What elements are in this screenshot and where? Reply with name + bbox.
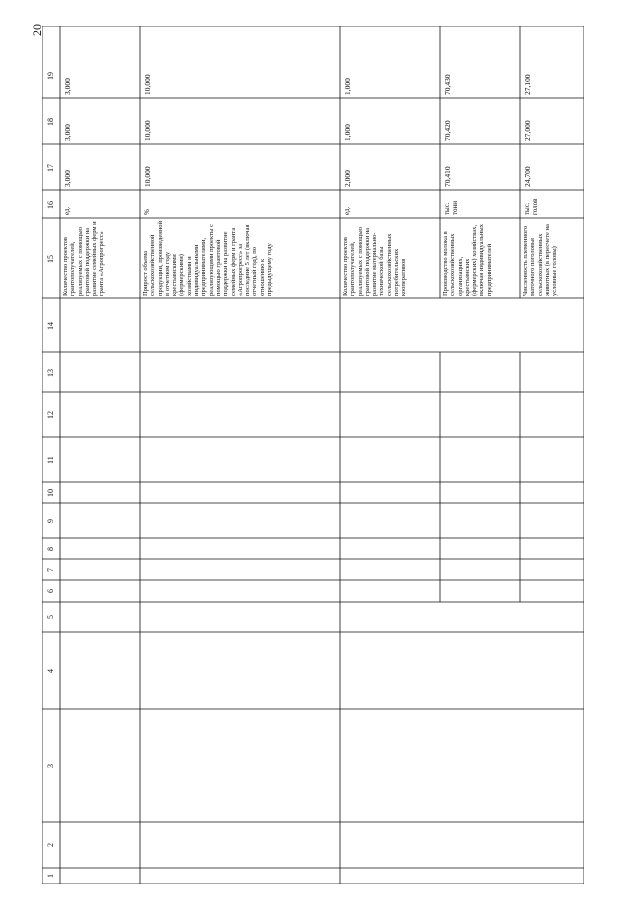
unit-of-measure: ед. [63,206,71,215]
value-19: 70,430 [443,74,452,95]
table-grid [42,26,584,884]
column-number: 17 [46,163,55,172]
column-number: 18 [46,117,55,126]
column-number: 16 [46,200,55,209]
column-number: 7 [46,567,55,572]
column-number: 15 [46,254,55,263]
indicators-table [42,26,584,884]
value-17: 2,000 [343,170,352,187]
value-19: 3,000 [63,78,72,95]
column-number: 13 [46,368,55,377]
indicator-name: Количество проектов грантополучателей, реализуемых с помощью грантовой поддержки на развитие материально-технической базы сельскохозяйственных потребительских кооперативов [342,226,408,296]
value-19: 10,000 [143,74,152,95]
value-18: 1,000 [343,124,352,141]
column-number: 14 [46,321,55,330]
value-17: 10,000 [143,166,152,187]
value-17: 24,700 [523,166,532,187]
column-number: 10 [46,489,55,498]
unit-of-measure: ед. [343,206,351,215]
column-number: 11 [46,456,55,465]
indicator-name: Прирост объема сельскохозяйственной продукции, произведенной в отчетном году крестьянскими (фермерскими) хозяйствами и индивидуальными предпринимателями, реализующими проекты с помощью грантовой поддержки на развитие семейных ферм и гранта «Агропрогресс» за последние 5 лет (включая отчетный год), по отношению к предыдущему году [142,221,274,296]
column-number: 1 [46,874,55,879]
indicator-name: Численность племенного маточного поголовья сельскохозяйственных животных (в пересчете на условные головы) [522,224,559,296]
value-18: 70,420 [443,120,452,141]
value-18: 3,000 [63,124,72,141]
value-18: 27,000 [523,120,532,141]
column-number: 5 [46,615,55,620]
value-17: 3,000 [63,170,72,187]
column-number: 2 [46,843,55,848]
column-number: 19 [46,71,55,80]
value-18: 10,000 [143,120,152,141]
column-number: 12 [46,411,55,420]
column-number: 4 [46,668,55,673]
column-number: 6 [46,589,55,594]
column-number: 8 [46,546,55,551]
unit-of-measure: тыс. тонн [443,201,459,215]
indicator-name: Количество проектов грантополучателей, реализуемых с помощью грантовой поддержки на развитие семейных ферм и гранта «Агропрогресс» [62,221,106,296]
unit-of-measure: тыс. голов [523,198,539,215]
indicator-name: Производство молока в сельскохозяйственных организациях, крестьянских (фермерских) хозяйствах, включая индивидуальных предпринимателей [442,224,493,296]
value-17: 70,410 [443,166,452,187]
column-number: 9 [46,518,55,523]
unit-of-measure: % [143,209,151,215]
column-number: 3 [46,763,55,768]
value-19: 1,000 [343,78,352,95]
page-number: 20 [30,24,44,36]
value-19: 27,100 [523,74,532,95]
